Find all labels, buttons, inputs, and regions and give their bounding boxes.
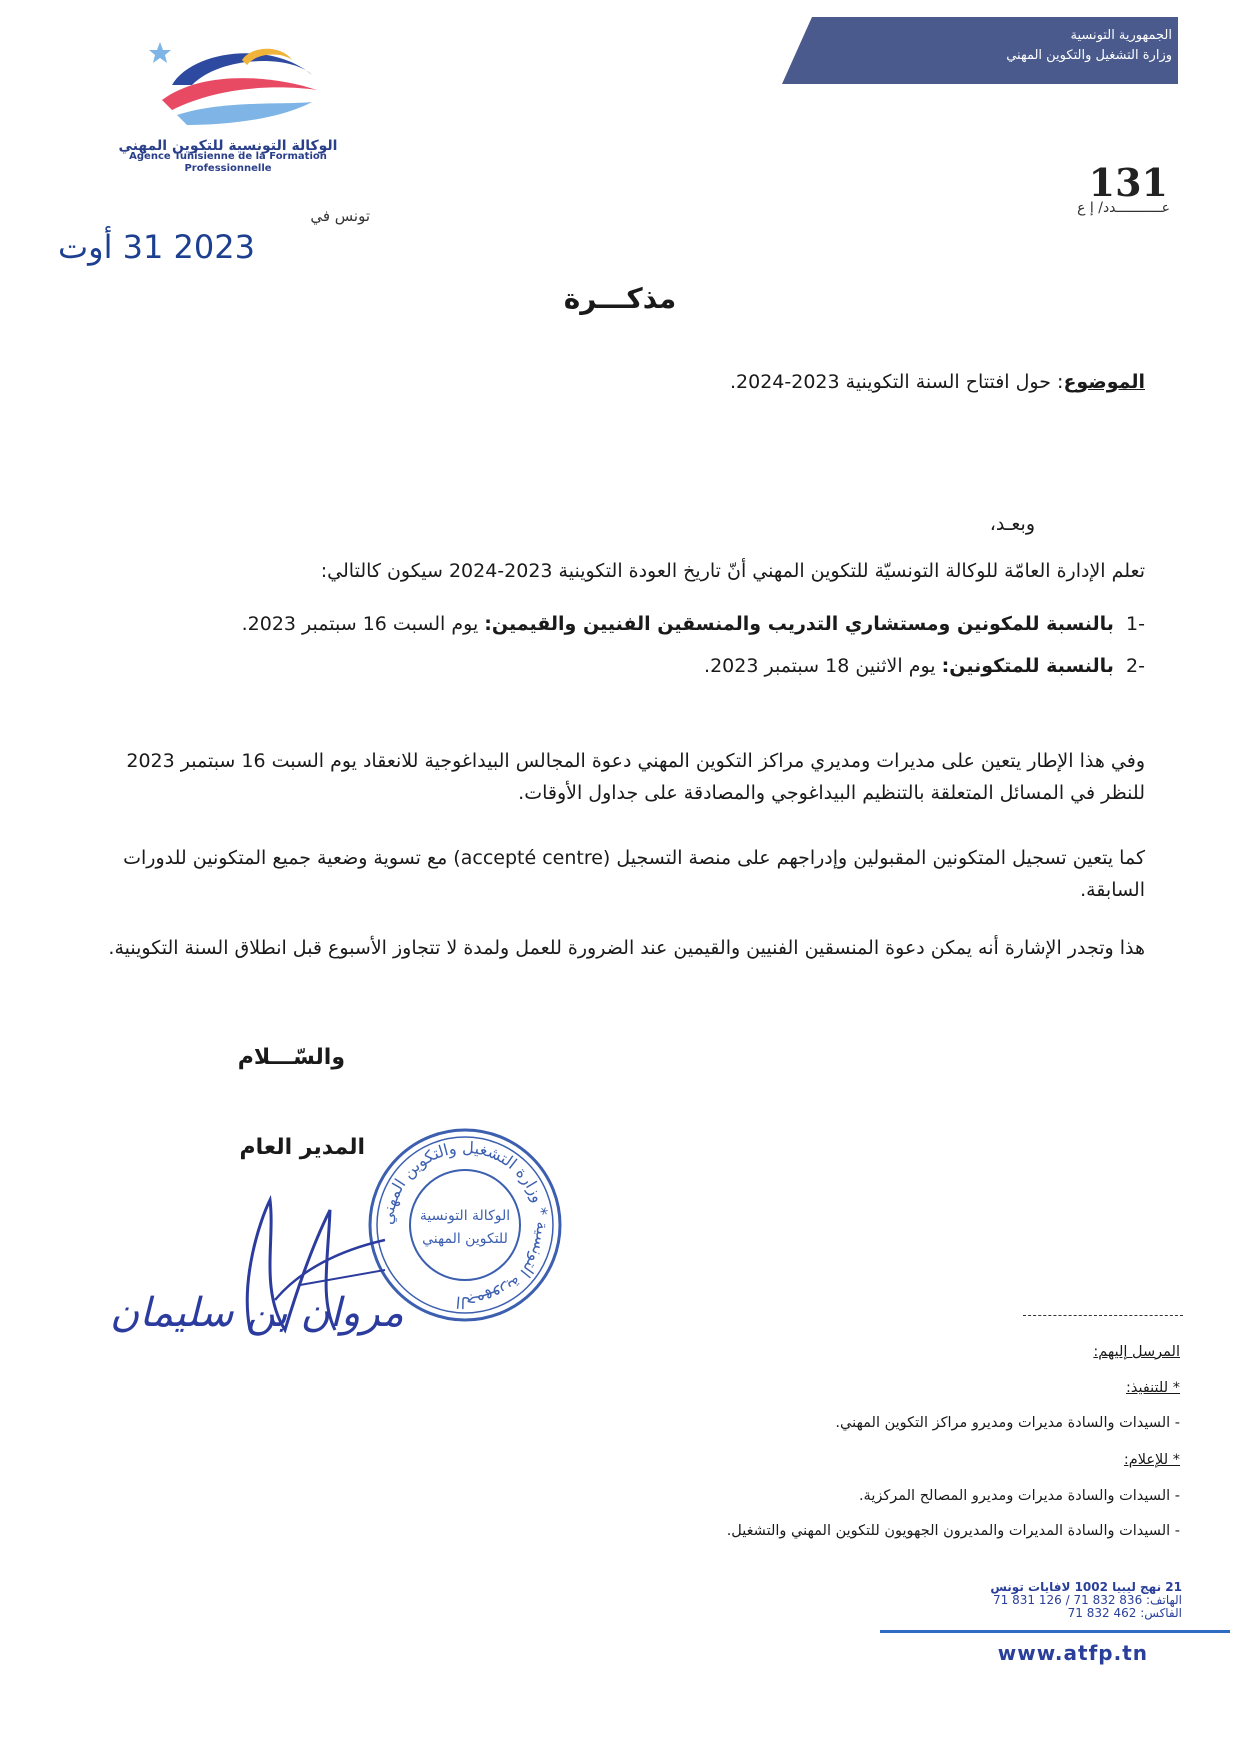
item-text: يوم السبت 16 سبتمبر 2023.: [241, 613, 485, 635]
document-date: 2023 31 أوت: [58, 228, 255, 266]
stamp-inner-text-2: للتكوين المهني: [422, 1231, 508, 1247]
separator-line: [1023, 1315, 1183, 1316]
closing-salutation: والسّـــلام: [237, 1045, 345, 1070]
svg-text:الجمهورية التونسية * وزارة الت: [378, 1138, 552, 1312]
ministry-name: وزارة التشغيل والتكوين المهني: [1006, 48, 1172, 63]
item-number: -2: [1126, 655, 1145, 677]
distribution-item: - السيدات والسادة مديرات ومديرو مراكز التكوين المهني.: [835, 1415, 1180, 1431]
footer-fax: الفاكس: 462 832 71: [1067, 1606, 1182, 1620]
stamp-inner-text: الوكالة التونسية: [419, 1208, 511, 1224]
footer-rule: [880, 1630, 1230, 1633]
republic-name: الجمهورية التونسية: [1070, 28, 1172, 43]
footer-address: 21 نهج ليبيا 1002 لافايات تونس: [990, 1580, 1182, 1594]
reference-number: 131: [1088, 160, 1168, 205]
body-paragraph: كما يتعين تسجيل المتكونين المقبولين وإدراجهم على منصة التسجيل (accepté centre) مع تسوية وضعية جميع المتكونين للدورات السابقة.: [123, 847, 1145, 901]
distribution-item: - السيدات والسادة المديرات والمديرون الجهويون للتكوين المهني والتشغيل.: [726, 1523, 1180, 1539]
signer-title: المدير العام: [239, 1135, 365, 1160]
intro-paragraph: تعلم الإدارة العامّة للوكالة التونسيّة للتكوين المهني أنّ تاريخ العودة التكوينية 2023-2024 سيكون كالتالي:: [320, 560, 1145, 582]
execution-label: * للتنفيذ:: [1125, 1380, 1180, 1396]
footer-website-link[interactable]: www.atfp.tn: [997, 1641, 1148, 1665]
greeting: وبعـد،: [989, 513, 1035, 535]
signer-name: مروان بن سليمان: [110, 1290, 404, 1336]
logo-french-name: Agence Tunisienne de la Formation: [129, 151, 327, 162]
item-text: يوم الاثنين 18 سبتمبر 2023.: [704, 655, 942, 677]
subject-text: : حول افتتاح السنة التكوينية 2023-2024.: [729, 371, 1064, 393]
information-label: * للإعلام:: [1123, 1452, 1180, 1468]
list-item: [242, 608, 1145, 640]
subject-line: [730, 366, 1145, 398]
body-paragraph: هذا وتجدر الإشارة أنه يمكن دعوة المنسقين الفنيين والقيمين عند الضرورة للعمل ولمدة لا تتجاوز الأسبوع قبل انطلاق السنة التكوينية.: [108, 937, 1145, 959]
list-item: [704, 650, 1145, 682]
agency-logo: [132, 30, 332, 140]
logo-arabic-name: الوكالة التونسية للتكوين المهني: [118, 138, 338, 154]
place-label: تونس في: [310, 207, 370, 225]
logo-french-name-2: Professionnelle: [184, 163, 272, 174]
reference-label: عـــــــــــدد/ إ ع: [1077, 200, 1170, 216]
item-number: -1: [1126, 613, 1145, 635]
item-heading: بالنسبة للمتكونين:: [941, 655, 1114, 677]
item-heading: بالنسبة للمكونين ومستشاري التدريب والمنسقين الفنيين والقيمين:: [484, 613, 1114, 635]
distribution-item: - السيدات والسادة مديرات ومديرو المصالح المركزية.: [858, 1488, 1180, 1504]
body-paragraph: وفي هذا الإطار يتعين على مديرات ومديري مراكز التكوين المهني دعوة المجالس البيداغوجية للانعقاد يوم السبت 16 سبتمبر 2023 للنظر في المسائل المتعلقة بالتنظيم البيداغوجي والمصادقة على جداول الأوقات.: [126, 750, 1145, 804]
distribution-title: المرسل إليهم:: [1093, 1344, 1180, 1360]
subject-label: الموضوع: [1063, 371, 1145, 393]
document-title: مذكـــرة: [563, 282, 677, 315]
stamp-outer-text: الجمهورية التونسية * وزارة التشغيل والتكوين المهني: [377, 1137, 553, 1313]
footer-phone: الهاتف: 836 832 71 / 126 831 71: [993, 1593, 1182, 1607]
ministry-header: [872, 26, 1172, 66]
